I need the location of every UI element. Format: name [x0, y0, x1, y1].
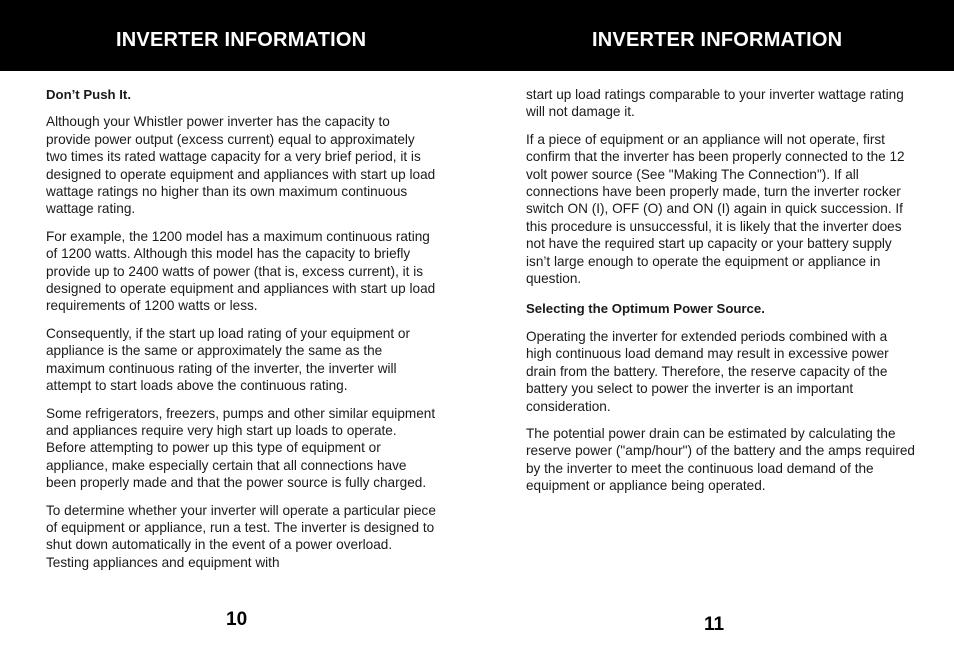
paragraph: start up load ratings comparable to your inverter wattage rating will not damage it. [526, 87, 904, 120]
paragraph: The potential power drain can be estimated by calculating the reserve power ("amp/hour") of the battery and the amps required by the inverter to meet the continuous load demand of the equipment or appliance being operated. [526, 425, 915, 494]
page-number-left: 10 [226, 609, 248, 630]
left-page-title: INVERTER INFORMATION [116, 29, 367, 51]
header-bar [0, 0, 954, 71]
paragraph: To determine whether your inverter will operate a particular piece of equipment or appliance, run a test. The inverter is designed to shut down automatically in the event of a power overload. Testing appliances and equipment with [46, 502, 436, 570]
paragraph: For example, the 1200 model has a maximum continuous rating of 1200 watts. Although this model has the capacity to briefly provide up to 2400 watts of power (that is, excess current), it is designed to operate equipment and appliances with start up load requirements of 1200 watts or less. [46, 228, 436, 314]
paragraph: If a piece of equipment or an appliance will not operate, first confirm that the inverter has been properly connected to the 12 volt power source (See "Making The Connection"). If all connections have been properly made, turn the inverter rocker switch ON (I), OFF (O) and ON (I) again in quick succession. If this procedure is unsuccessful, it is likely that the inverter does not have the required start up capacity or your battery supply isn’t large enough to operate the equipment or appliance in question. [526, 131, 905, 287]
paragraph: Consequently, if the start up load rating of your equipment or appliance is the same or approximately the same as the maximum continuous rating of the inverter, the inverter will attempt to start loads above the continuous rating. [46, 325, 410, 394]
right-page-body [526, 86, 916, 505]
paragraph: Operating the inverter for extended periods combined with a high continuous load demand may result in excessive power drain from the battery. Therefore, the reserve capacity of the battery you select to power the inverter is an important consideration. [526, 328, 889, 414]
paragraph: Some refrigerators, freezers, pumps and other similar equipment and appliances require very high start up loads to operate. Before attempting to power up this type of equipment or appliance, make especially certain that all connections have been properly made and that the power source is fully charged. [46, 405, 436, 491]
paragraph: Although your Whistler power inverter has the capacity to provide power output (excess current) equal to approximately two times its rated wattage capacity for a very brief period, it is designed to operate equipment and appliances with start up load wattage ratings no higher than its own maximum continuous wattage rating. [46, 114, 436, 217]
section-heading-power-source: Selecting the Optimum Power Source. [526, 301, 765, 317]
left-page-body [46, 86, 436, 581]
right-page-title: INVERTER INFORMATION [592, 29, 843, 51]
page-number-right: 11 [704, 614, 725, 635]
section-heading-dont-push-it: Don’t Push It. [46, 87, 131, 102]
